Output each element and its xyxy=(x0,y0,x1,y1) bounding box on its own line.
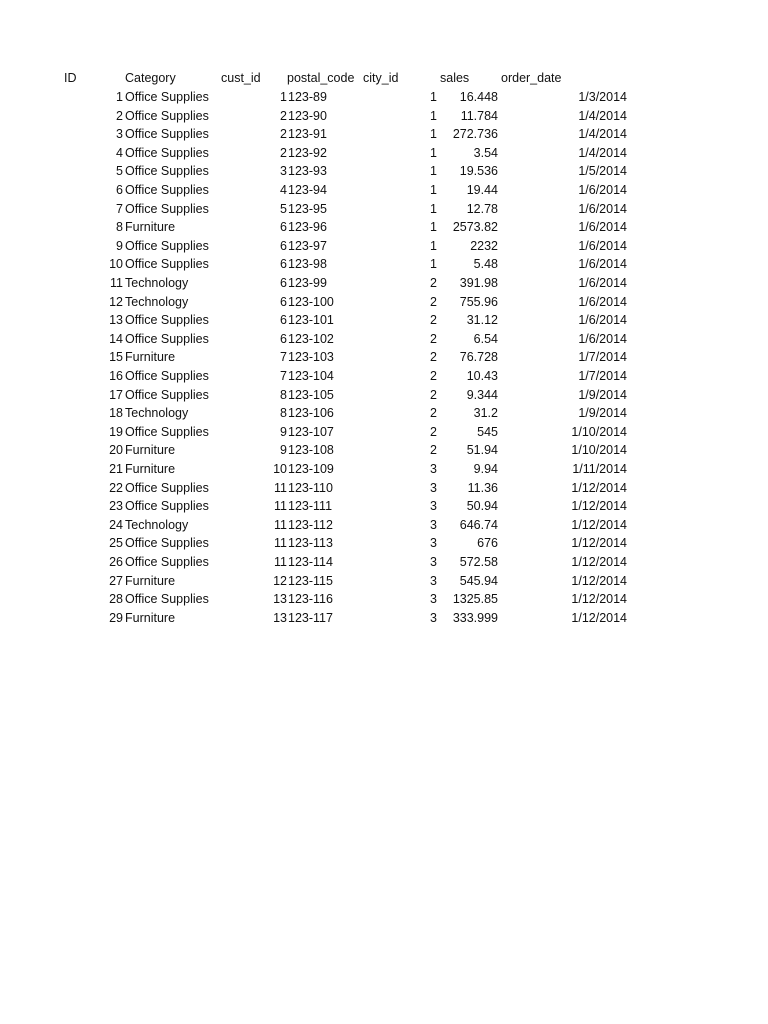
table-row xyxy=(0,144,768,162)
cell-id: 2 xyxy=(116,108,123,123)
cell-cust-id: 9 xyxy=(280,443,287,458)
cell-id: 17 xyxy=(109,387,123,402)
header-cust-id: cust_id xyxy=(221,71,261,85)
table-row xyxy=(0,404,768,422)
cell-order-date: 1/12/2014 xyxy=(571,610,627,625)
cell-category: Office Supplies xyxy=(125,387,209,402)
cell-cust-id: 10 xyxy=(273,462,287,476)
cell-order-date: 1/10/2014 xyxy=(571,424,627,439)
cell-cust-id: 5 xyxy=(280,201,287,216)
cell-postal-code: 123-110 xyxy=(288,480,333,495)
cell-order-date: 1/6/2014 xyxy=(578,201,627,216)
cell-cust-id: 7 xyxy=(280,369,287,383)
table-row xyxy=(0,367,768,385)
cell-category: Furniture xyxy=(125,220,176,235)
cell-cust-id: 8 xyxy=(280,387,287,402)
cell-order-date: 1/12/2014 xyxy=(571,517,627,532)
cell-city-id: 2 xyxy=(430,443,437,458)
cell-city-id: 1 xyxy=(430,183,437,197)
cell-cust-id: 6 xyxy=(280,238,287,253)
cell-postal-code: 123-91 xyxy=(288,127,327,142)
cell-city-id: 2 xyxy=(430,369,437,383)
cell-city-id: 3 xyxy=(430,555,437,569)
cell-sales: 12.78 xyxy=(466,201,498,216)
cell-order-date: 1/7/2014 xyxy=(578,350,627,365)
cell-id: 3 xyxy=(116,127,123,142)
cell-city-id: 2 xyxy=(430,276,437,290)
cell-cust-id: 11 xyxy=(274,517,287,532)
cell-id: 22 xyxy=(109,480,123,495)
cell-id: 12 xyxy=(109,294,123,309)
cell-sales: 572.58 xyxy=(459,555,498,569)
cell-sales: 3.54 xyxy=(473,145,498,160)
cell-city-id: 2 xyxy=(430,424,437,439)
cell-postal-code: 123-93 xyxy=(288,164,327,179)
cell-order-date: 1/6/2014 xyxy=(578,276,627,290)
cell-category: Office Supplies xyxy=(125,238,209,253)
cell-sales: 76.728 xyxy=(459,350,498,365)
cell-city-id: 3 xyxy=(430,462,437,476)
cell-city-id: 1 xyxy=(430,238,437,253)
cell-sales: 9.94 xyxy=(473,462,498,476)
cell-cust-id: 6 xyxy=(280,220,287,235)
cell-category: Office Supplies xyxy=(125,499,209,514)
cell-order-date: 1/4/2014 xyxy=(578,108,627,123)
cell-city-id: 2 xyxy=(430,294,437,309)
header-category: Category xyxy=(125,71,176,85)
cell-order-date: 1/6/2014 xyxy=(578,313,627,328)
cell-postal-code: 123-89 xyxy=(288,90,327,104)
cell-category: Office Supplies xyxy=(125,145,209,160)
cell-category: Furniture xyxy=(125,443,176,458)
cell-postal-code: 123-101 xyxy=(288,313,334,328)
header-city-id: city_id xyxy=(363,71,399,85)
cell-postal-code: 123-100 xyxy=(288,294,334,309)
cell-cust-id: 6 xyxy=(280,331,287,346)
table-row xyxy=(0,293,768,311)
cell-city-id: 1 xyxy=(430,164,437,179)
cell-sales: 646.74 xyxy=(459,517,498,532)
cell-city-id: 2 xyxy=(430,387,437,402)
cell-city-id: 1 xyxy=(430,90,437,104)
table-row xyxy=(0,479,768,497)
cell-cust-id: 6 xyxy=(280,294,287,309)
table-row xyxy=(0,441,768,459)
cell-cust-id: 13 xyxy=(273,592,287,607)
cell-category: Office Supplies xyxy=(125,536,209,551)
cell-id: 25 xyxy=(109,536,123,551)
cell-postal-code: 123-90 xyxy=(288,108,327,123)
cell-city-id: 3 xyxy=(430,573,437,588)
cell-cust-id: 6 xyxy=(280,313,287,328)
table-row xyxy=(0,386,768,404)
cell-order-date: 1/12/2014 xyxy=(571,480,627,495)
table-row xyxy=(0,200,768,218)
cell-order-date: 1/4/2014 xyxy=(578,127,627,142)
cell-cust-id: 11 xyxy=(274,555,287,569)
cell-sales: 5.48 xyxy=(473,257,498,272)
cell-sales: 11.784 xyxy=(460,108,498,123)
cell-id: 21 xyxy=(109,462,123,476)
cell-cust-id: 6 xyxy=(280,276,287,290)
cell-sales: 50.94 xyxy=(466,499,498,514)
table-row xyxy=(0,237,768,255)
cell-sales: 391.98 xyxy=(459,276,498,290)
cell-postal-code: 123-112 xyxy=(288,517,333,532)
cell-id: 28 xyxy=(109,592,123,607)
table-row xyxy=(0,255,768,273)
table-row xyxy=(0,423,768,441)
cell-order-date: 1/6/2014 xyxy=(578,294,627,309)
cell-id: 10 xyxy=(109,257,123,272)
cell-order-date: 1/3/2014 xyxy=(578,90,627,104)
cell-cust-id: 1 xyxy=(280,90,287,104)
cell-cust-id: 2 xyxy=(280,108,287,123)
cell-category: Office Supplies xyxy=(125,201,209,216)
cell-category: Office Supplies xyxy=(125,424,209,439)
cell-sales: 6.54 xyxy=(473,331,498,346)
cell-sales: 676 xyxy=(477,536,498,551)
cell-order-date: 1/12/2014 xyxy=(571,573,627,588)
cell-category: Technology xyxy=(125,276,189,290)
cell-city-id: 1 xyxy=(430,127,437,142)
cell-category: Furniture xyxy=(125,350,176,365)
cell-sales: 2573.82 xyxy=(452,220,498,235)
cell-sales: 333.999 xyxy=(452,610,498,625)
cell-postal-code: 123-117 xyxy=(288,610,333,625)
table-row xyxy=(0,88,768,106)
cell-postal-code: 123-106 xyxy=(288,406,334,421)
cell-sales: 10.43 xyxy=(466,369,498,383)
cell-order-date: 1/6/2014 xyxy=(578,257,627,272)
cell-sales: 51.94 xyxy=(466,443,498,458)
cell-sales: 2232 xyxy=(470,238,498,253)
cell-order-date: 1/6/2014 xyxy=(578,238,627,253)
cell-sales: 31.12 xyxy=(466,313,498,328)
table-row xyxy=(0,218,768,236)
cell-city-id: 1 xyxy=(430,257,437,272)
cell-order-date: 1/12/2014 xyxy=(571,536,627,551)
cell-cust-id: 12 xyxy=(273,573,287,588)
cell-category: Office Supplies xyxy=(125,369,209,383)
cell-order-date: 1/11/2014 xyxy=(572,462,627,476)
cell-category: Office Supplies xyxy=(125,257,209,272)
cell-id: 24 xyxy=(109,517,123,532)
cell-postal-code: 123-92 xyxy=(288,145,327,160)
cell-category: Office Supplies xyxy=(125,331,209,346)
cell-city-id: 3 xyxy=(430,592,437,607)
cell-order-date: 1/9/2014 xyxy=(578,406,627,421)
cell-postal-code: 123-96 xyxy=(288,220,327,235)
cell-id: 9 xyxy=(116,238,123,253)
cell-id: 16 xyxy=(109,369,123,383)
cell-city-id: 2 xyxy=(430,350,437,365)
cell-id: 26 xyxy=(109,555,123,569)
cell-order-date: 1/12/2014 xyxy=(571,592,627,607)
table-row xyxy=(0,534,768,552)
cell-category: Office Supplies xyxy=(125,555,209,569)
cell-id: 15 xyxy=(109,350,123,365)
cell-id: 23 xyxy=(109,499,123,514)
cell-postal-code: 123-116 xyxy=(288,592,333,607)
table-row xyxy=(0,125,768,143)
cell-id: 29 xyxy=(109,610,123,625)
cell-category: Office Supplies xyxy=(125,108,209,123)
header-postal-code: postal_code xyxy=(287,71,355,85)
cell-sales: 755.96 xyxy=(459,294,498,309)
cell-order-date: 1/7/2014 xyxy=(578,369,627,383)
header-id: ID xyxy=(64,71,77,85)
cell-category: Technology xyxy=(125,406,189,421)
cell-category: Furniture xyxy=(125,610,176,625)
cell-order-date: 1/6/2014 xyxy=(578,183,627,197)
cell-cust-id: 9 xyxy=(280,424,287,439)
cell-sales: 545.94 xyxy=(459,573,498,588)
cell-postal-code: 123-103 xyxy=(288,350,334,365)
cell-city-id: 1 xyxy=(430,108,437,123)
cell-postal-code: 123-109 xyxy=(288,462,334,476)
cell-order-date: 1/6/2014 xyxy=(578,331,627,346)
cell-id: 14 xyxy=(109,331,123,346)
cell-cust-id: 7 xyxy=(280,350,287,365)
cell-category: Office Supplies xyxy=(125,313,209,328)
cell-id: 7 xyxy=(116,201,123,216)
cell-sales: 16.448 xyxy=(459,90,498,104)
cell-postal-code: 123-105 xyxy=(288,387,334,402)
cell-category: Technology xyxy=(125,294,189,309)
table-header xyxy=(0,69,768,87)
cell-category: Technology xyxy=(125,517,189,532)
cell-city-id: 1 xyxy=(430,220,437,235)
table-row xyxy=(0,311,768,329)
cell-postal-code: 123-115 xyxy=(288,573,333,588)
cell-order-date: 1/6/2014 xyxy=(578,220,627,235)
cell-sales: 19.536 xyxy=(459,164,498,179)
table-row xyxy=(0,516,768,534)
cell-cust-id: 2 xyxy=(280,145,287,160)
cell-city-id: 3 xyxy=(430,480,437,495)
cell-postal-code: 123-104 xyxy=(288,369,334,383)
cell-category: Office Supplies xyxy=(125,592,209,607)
cell-postal-code: 123-95 xyxy=(288,201,327,216)
cell-postal-code: 123-114 xyxy=(288,555,333,569)
cell-postal-code: 123-107 xyxy=(288,424,334,439)
cell-city-id: 3 xyxy=(430,610,437,625)
cell-order-date: 1/5/2014 xyxy=(578,164,627,179)
cell-city-id: 2 xyxy=(430,331,437,346)
cell-id: 4 xyxy=(116,145,123,160)
table-row xyxy=(0,572,768,590)
cell-sales: 31.2 xyxy=(473,406,498,421)
cell-cust-id: 4 xyxy=(280,183,287,197)
cell-sales: 9.344 xyxy=(466,387,498,402)
cell-postal-code: 123-111 xyxy=(288,499,333,514)
cell-category: Office Supplies xyxy=(125,480,209,495)
cell-order-date: 1/4/2014 xyxy=(578,145,627,160)
cell-cust-id: 2 xyxy=(280,127,287,142)
cell-sales: 1325.85 xyxy=(452,592,498,607)
cell-cust-id: 8 xyxy=(280,406,287,421)
cell-postal-code: 123-108 xyxy=(288,443,334,458)
cell-sales: 11.36 xyxy=(467,480,498,495)
table-row xyxy=(0,460,768,478)
header-order-date: order_date xyxy=(501,71,562,85)
cell-order-date: 1/12/2014 xyxy=(571,555,627,569)
cell-cust-id: 13 xyxy=(273,610,287,625)
cell-cust-id: 6 xyxy=(280,257,287,272)
cell-category: Furniture xyxy=(125,462,176,476)
cell-postal-code: 123-99 xyxy=(288,276,327,290)
cell-city-id: 1 xyxy=(430,201,437,216)
cell-city-id: 1 xyxy=(430,145,437,160)
cell-order-date: 1/12/2014 xyxy=(571,499,627,514)
table-row xyxy=(0,162,768,180)
cell-cust-id: 11 xyxy=(274,499,287,514)
table-row xyxy=(0,274,768,292)
cell-id: 13 xyxy=(109,313,123,328)
table-row xyxy=(0,330,768,348)
cell-id: 18 xyxy=(109,406,123,421)
cell-postal-code: 123-102 xyxy=(288,331,334,346)
table-row xyxy=(0,609,768,627)
cell-category: Office Supplies xyxy=(125,90,209,104)
table-row xyxy=(0,590,768,608)
cell-category: Office Supplies xyxy=(125,164,209,179)
cell-order-date: 1/10/2014 xyxy=(571,443,627,458)
cell-postal-code: 123-94 xyxy=(288,183,327,197)
cell-sales: 19.44 xyxy=(466,183,498,197)
cell-cust-id: 11 xyxy=(274,480,287,495)
table-row xyxy=(0,181,768,199)
table-row xyxy=(0,497,768,515)
cell-id: 6 xyxy=(116,183,123,197)
cell-postal-code: 123-98 xyxy=(288,257,327,272)
cell-category: Furniture xyxy=(125,573,176,588)
cell-city-id: 3 xyxy=(430,517,437,532)
table-row xyxy=(0,348,768,366)
cell-order-date: 1/9/2014 xyxy=(578,387,627,402)
cell-id: 5 xyxy=(116,164,123,179)
cell-postal-code: 123-97 xyxy=(288,238,327,253)
cell-category: Office Supplies xyxy=(125,127,209,142)
cell-category: Office Supplies xyxy=(125,183,209,197)
cell-id: 27 xyxy=(109,573,123,588)
cell-city-id: 3 xyxy=(430,536,437,551)
table-row xyxy=(0,553,768,571)
cell-id: 19 xyxy=(109,424,123,439)
cell-cust-id: 11 xyxy=(274,536,287,551)
cell-city-id: 2 xyxy=(430,406,437,421)
cell-id: 11 xyxy=(110,276,123,290)
cell-postal-code: 123-113 xyxy=(288,536,333,551)
cell-cust-id: 3 xyxy=(280,164,287,179)
cell-id: 1 xyxy=(116,90,123,104)
table-row xyxy=(0,107,768,125)
cell-city-id: 2 xyxy=(430,313,437,328)
cell-id: 8 xyxy=(116,220,123,235)
cell-sales: 545 xyxy=(477,424,498,439)
cell-city-id: 3 xyxy=(430,499,437,514)
cell-sales: 272.736 xyxy=(452,127,498,142)
header-sales: sales xyxy=(440,71,470,85)
cell-id: 20 xyxy=(109,443,123,458)
